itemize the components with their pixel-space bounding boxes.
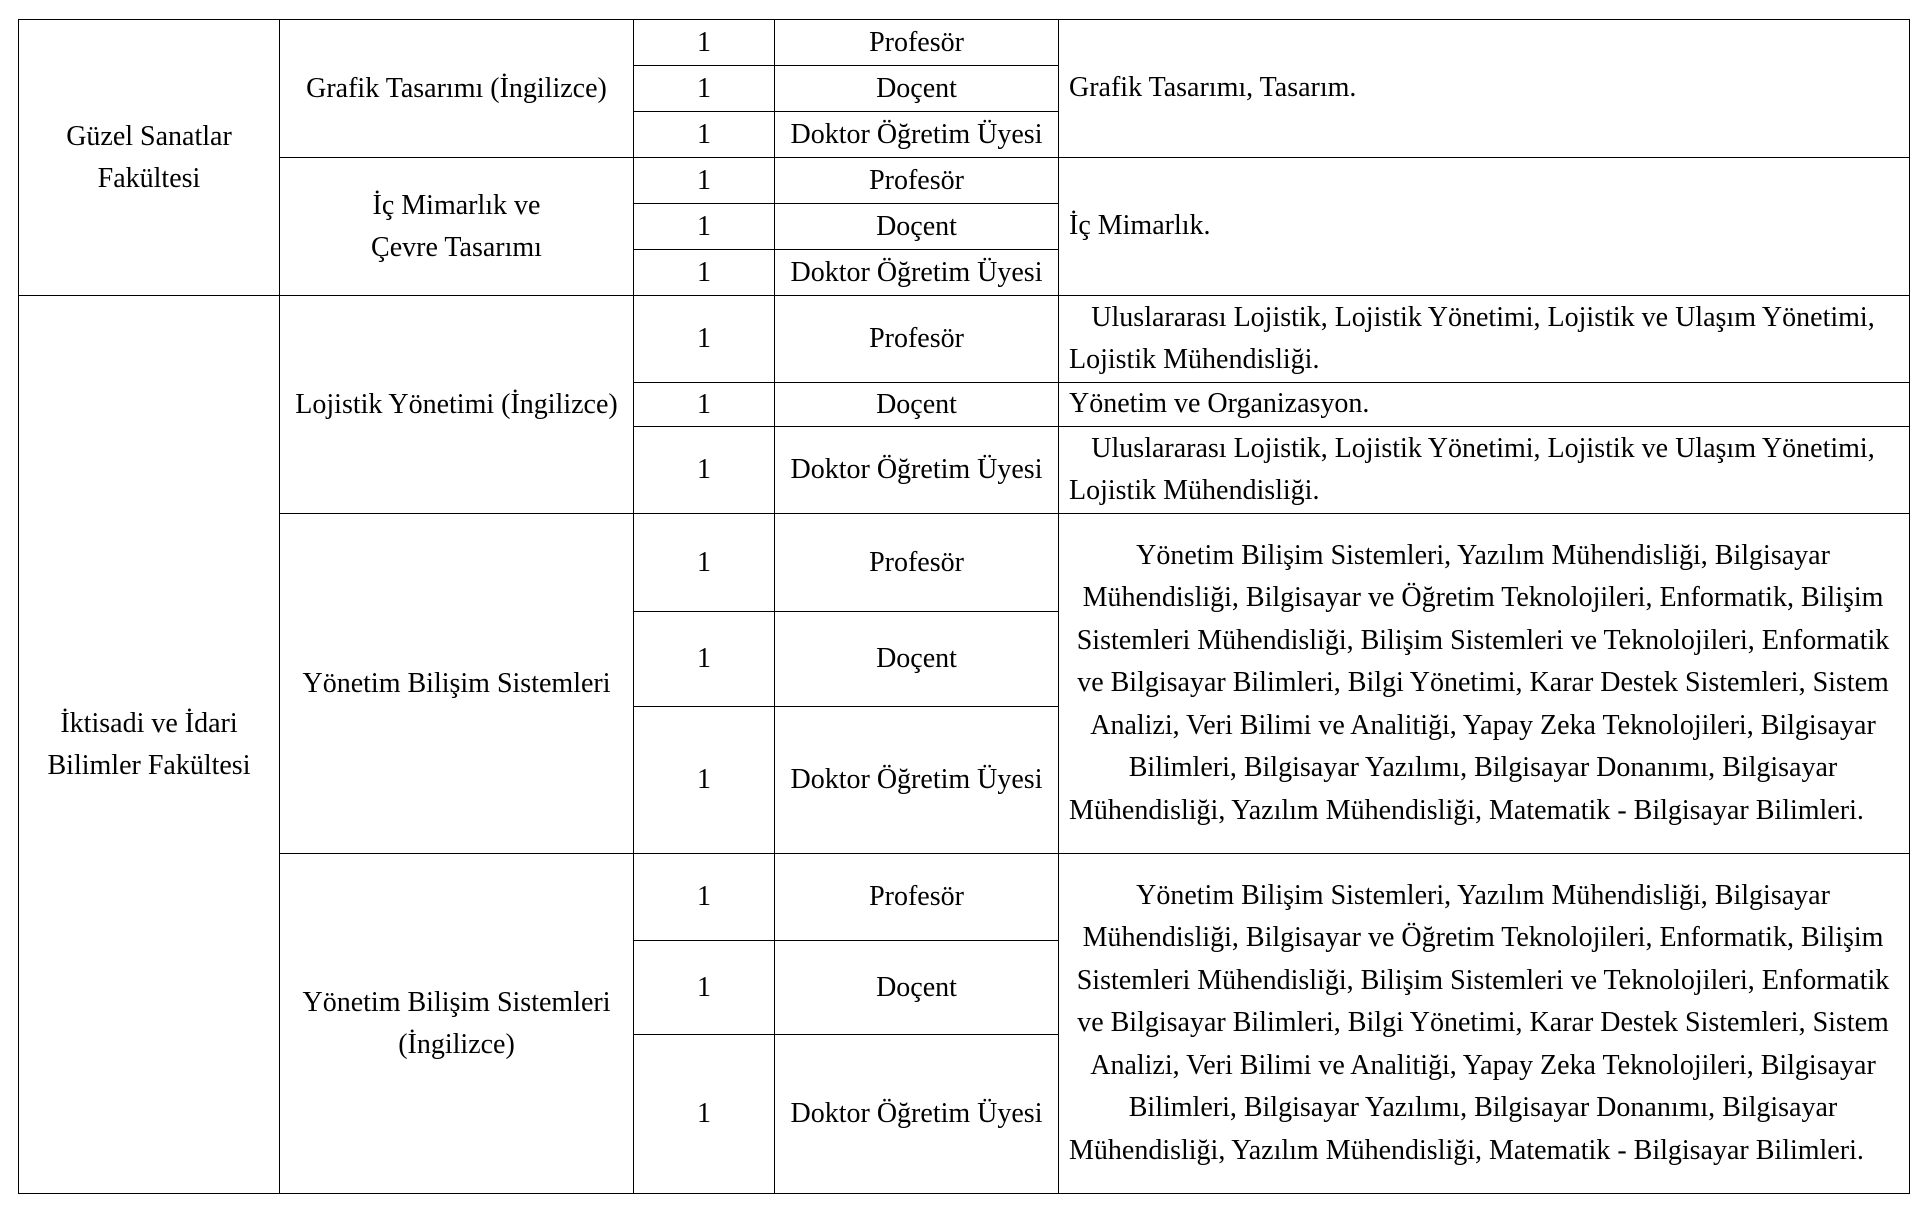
requirement-cell: Yönetim Bilişim Sistemleri, Yazılım Mühendisliği, Bilgisayar Mühendisliği, Bilgisayar ve Öğretim Teknolojileri, Enformatik, Bilişim Sistemleri Mühendisliği, Bilişim Sistemleri ve Teknolojileri, Enformatik ve Bilgisayar Bilimleri, Bilgi Yönetimi, Karar Destek Sistemleri, Sistem Analizi, Veri Bilimi ve Analitiği, Yapay Zeka Teknolojileri, Bilgisayar Bilimleri, Bilgisayar Yazılımı, Bilgisayar Donanımı, Bilgisayar Mühendisliği, Yazılım Mühendisliği, Matematik - Bilgisayar Bilimleri.: [1059, 854, 1910, 1194]
position-title-cell: Doçent: [775, 66, 1059, 112]
position-count-cell: 1: [634, 1035, 775, 1194]
table-row: [19, 158, 1910, 204]
position-count-cell: 1: [634, 854, 775, 941]
position-count-cell: 1: [634, 383, 775, 427]
position-title-cell: Doçent: [775, 941, 1059, 1035]
position-title-cell: Profesör: [775, 514, 1059, 612]
department-name-cell: İç Mimarlık ve Çevre Tasarımı: [280, 158, 634, 296]
position-count-cell: 1: [634, 707, 775, 854]
position-count-cell: 1: [634, 66, 775, 112]
position-title-cell: Doçent: [775, 204, 1059, 250]
position-count-cell: 1: [634, 941, 775, 1035]
requirement-cell: Uluslararası Lojistik, Lojistik Yönetimi, Lojistik ve Ulaşım Yönetimi, Lojistik Mühendisliği.: [1059, 296, 1910, 383]
department-name-cell: Grafik Tasarımı (İngilizce): [280, 20, 634, 158]
position-count-cell: 1: [634, 296, 775, 383]
position-title-cell: Doçent: [775, 612, 1059, 707]
department-name-cell: Lojistik Yönetimi (İngilizce): [280, 296, 634, 514]
department-name-cell: Yönetim Bilişim Sistemleri (İngilizce): [280, 854, 634, 1194]
requirement-cell: Grafik Tasarımı, Tasarım.: [1059, 20, 1910, 158]
position-title-cell: Profesör: [775, 20, 1059, 66]
position-title-cell: Doktor Öğretim Üyesi: [775, 427, 1059, 514]
positions-table: [18, 19, 1910, 1194]
position-count-cell: 1: [634, 250, 775, 296]
position-count-cell: 1: [634, 158, 775, 204]
position-count-cell: 1: [634, 204, 775, 250]
table-row: [19, 514, 1910, 612]
position-count-cell: 1: [634, 20, 775, 66]
table-row: [19, 20, 1910, 66]
position-title-cell: Doktor Öğretim Üyesi: [775, 112, 1059, 158]
requirement-cell: Yönetim ve Organizasyon.: [1059, 383, 1910, 427]
faculty-name-cell: İktisadi ve İdari Bilimler Fakültesi: [19, 296, 280, 1194]
position-title-cell: Doktor Öğretim Üyesi: [775, 1035, 1059, 1194]
position-title-cell: Profesör: [775, 854, 1059, 941]
position-title-cell: Profesör: [775, 296, 1059, 383]
position-count-cell: 1: [634, 514, 775, 612]
position-title-cell: Doktor Öğretim Üyesi: [775, 250, 1059, 296]
requirement-cell: Uluslararası Lojistik, Lojistik Yönetimi, Lojistik ve Ulaşım Yönetimi, Lojistik Mühendisliği.: [1059, 427, 1910, 514]
requirement-cell: Yönetim Bilişim Sistemleri, Yazılım Mühendisliği, Bilgisayar Mühendisliği, Bilgisayar ve Öğretim Teknolojileri, Enformatik, Bilişim Sistemleri Mühendisliği, Bilişim Sistemleri ve Teknolojileri, Enformatik ve Bilgisayar Bilimleri, Bilgi Yönetimi, Karar Destek Sistemleri, Sistem Analizi, Veri Bilimi ve Analitiği, Yapay Zeka Teknolojileri, Bilgisayar Bilimleri, Bilgisayar Yazılımı, Bilgisayar Donanımı, Bilgisayar Mühendisliği, Yazılım Mühendisliği, Matematik - Bilgisayar Bilimleri.: [1059, 514, 1910, 854]
faculty-name-cell: Güzel Sanatlar Fakültesi: [19, 20, 280, 296]
position-count-cell: 1: [634, 427, 775, 514]
position-count-cell: 1: [634, 612, 775, 707]
department-name-cell: Yönetim Bilişim Sistemleri: [280, 514, 634, 854]
position-count-cell: 1: [634, 112, 775, 158]
position-title-cell: Doçent: [775, 383, 1059, 427]
table-row: [19, 854, 1910, 941]
requirement-cell: İç Mimarlık.: [1059, 158, 1910, 296]
table-row: [19, 296, 1910, 383]
position-title-cell: Profesör: [775, 158, 1059, 204]
position-title-cell: Doktor Öğretim Üyesi: [775, 707, 1059, 854]
